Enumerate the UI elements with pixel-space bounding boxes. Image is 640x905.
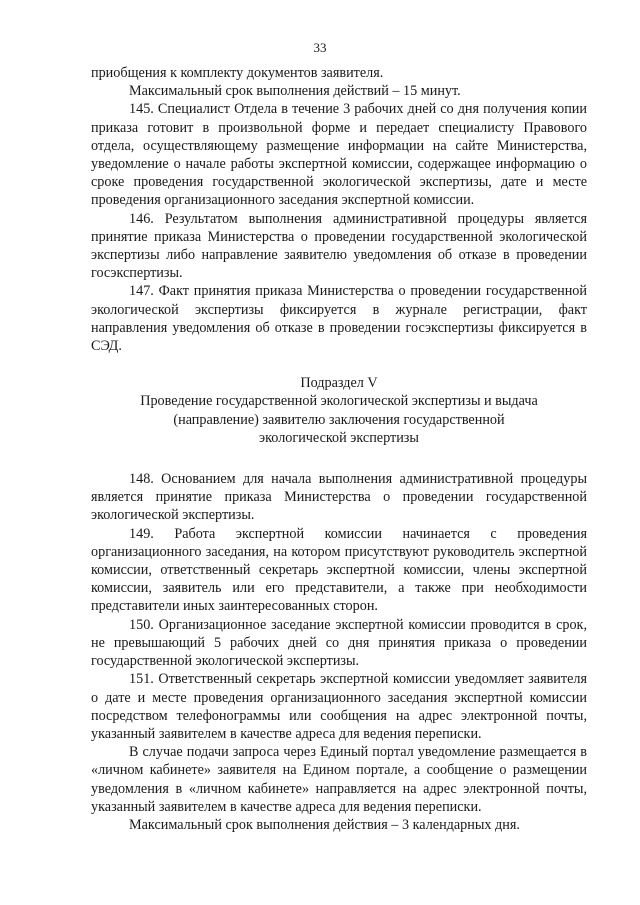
paragraph-single-portal: В случае подачи запроса через Единый портал уведомление размещается в «личном кабинете» заявителя на Едином портале, а сообщение о размещении уведомления в «личном кабинете» направляется на адрес электронной почты, указанный заявителем в качестве адреса для ведения переписки. [91,744,587,815]
subsection-title-line: экологической экспертизы [259,429,419,446]
page-number: 33 [313,40,327,55]
paragraph-149: 149. Работа экспертной комиссии начинается с проведения организационного заседания, на котором присутствуют руководитель экспертной комиссии, ответственный секретарь экспертной комиссии, члены экспертной комиссии, заявитель или его представители, а также при необходимости представители иных заинтересованных сторон. [91,525,587,615]
subsection-title-line: Проведение государственной экологической экспертизы и выдача [140,393,538,410]
paragraph: приобщения к комплекту документов заявителя. [91,65,384,81]
paragraph-147: 147. Факт принятия приказа Министерства о проведении государственной экологической экспертизы фиксируется в журнале регистрации, факт направления уведомления об отказе в проведении госэкспертизы фиксируется в СЭД. [91,283,587,355]
paragraph-146: 146. Результатом выполнения административной процедуры является принятие приказа Министерства о проведении государственной экологической экспертизы либо направление заявителю уведомления об отказе в проведении госэкспертизы. [91,210,587,282]
paragraph: Максимальный срок выполнения действий – 15 минут. [129,83,461,100]
subsection-number: Подраздел V [300,375,378,392]
paragraph-150: 150. Организационное заседание экспертной комиссии проводится в срок, не превышающий 5 рабочих дней со дня принятия приказа о проведении государственной экологической экспертизы. [91,616,587,670]
paragraph-max-duration: Максимальный срок выполнения действия – 3 календарных дня. [129,816,520,833]
subsection-title-line: (направление) заявителю заключения государственной [173,411,505,428]
document-body [91,64,587,834]
paragraph-148: 148. Основанием для начала выполнения административной процедуры является принятие приказа Министерства о проведении государственной экологической экспертизы. [91,471,587,524]
paragraph-145: 145. Специалист Отдела в течение 3 рабочих дней со дня получения копии приказа готовит в произвольной форме и передает специалисту Правового отдела, осуществляющему размещение информации на сайте Министерства, уведомление о начале работы экспертной комиссии, содержащее информацию о сроке проведения государственной экологической экспертизы, дате и месте проведения организационного заседания экспертной комиссии. [91,101,587,209]
paragraph-151: 151. Ответственный секретарь экспертной комиссии уведомляет заявителя о дате и месте проведения организационного заседания экспертной комиссии посредством телефонограммы или сообщения на адрес электронной почты, указанный заявителем в качестве адреса для ведения переписки. [91,671,587,742]
